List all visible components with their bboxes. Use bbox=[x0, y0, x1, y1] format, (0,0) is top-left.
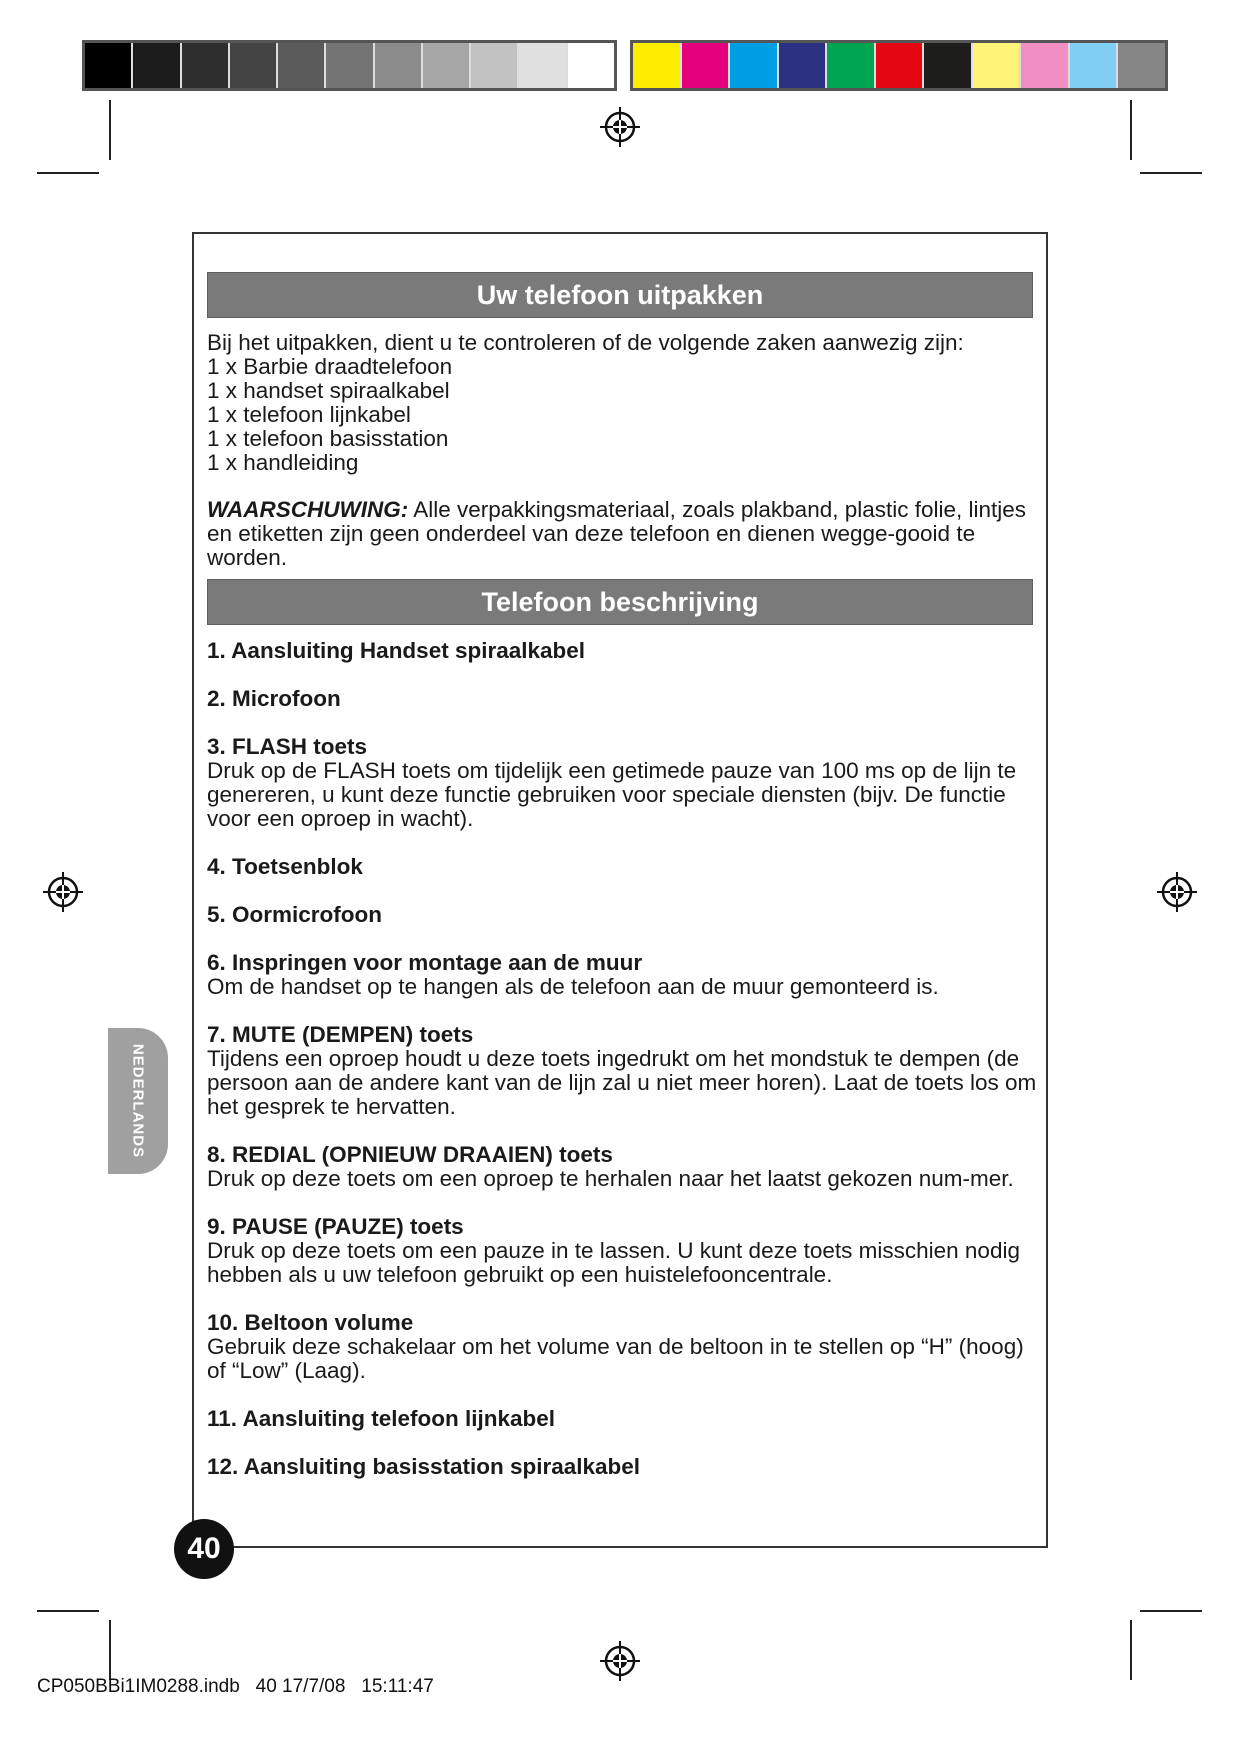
crop-mark bbox=[1130, 1620, 1132, 1680]
item-title: 5. Oormicrofoon bbox=[207, 902, 383, 927]
color-swatch bbox=[730, 43, 779, 88]
list-item bbox=[207, 1407, 1037, 1431]
item-description: Om de handset op te hangen als de telefoon aan de muur gemonteerd is. bbox=[207, 974, 939, 999]
item-title: 3. FLASH toets bbox=[207, 734, 368, 759]
language-tab bbox=[108, 1028, 168, 1174]
color-swatch bbox=[1070, 43, 1119, 88]
item-description: Druk op deze toets om een oproep te herhalen naar het laatst gekozen num-mer. bbox=[207, 1166, 1014, 1191]
item-title: 8. REDIAL (OPNIEUW DRAAIEN) toets bbox=[207, 1142, 613, 1167]
crop-mark bbox=[1140, 1610, 1202, 1612]
item-description: Druk op deze toets om een pauze in te lassen. U kunt deze toets misschien nodig hebben als u uw telefoon gebruikt op een huistelefooncentrale. bbox=[207, 1238, 1020, 1287]
color-swatch bbox=[1021, 43, 1070, 88]
grayscale-calibration-strip bbox=[82, 40, 617, 91]
unpack-item: 1 x handleiding bbox=[207, 450, 359, 475]
registration-mark-icon bbox=[600, 107, 640, 147]
item-title: 2. Microfoon bbox=[207, 686, 341, 711]
gray-swatch bbox=[375, 43, 423, 88]
item-title: 11. Aansluiting telefoon lijnkabel bbox=[207, 1406, 555, 1431]
color-swatch bbox=[779, 43, 828, 88]
list-item bbox=[207, 1215, 1037, 1287]
color-swatch bbox=[876, 43, 925, 88]
color-swatch bbox=[973, 43, 1022, 88]
color-swatch bbox=[1118, 43, 1165, 88]
color-swatch bbox=[827, 43, 876, 88]
crop-mark bbox=[1140, 172, 1202, 174]
item-title: 6. Inspringen voor montage aan de muur bbox=[207, 950, 643, 975]
unpack-list bbox=[207, 331, 1037, 475]
gray-swatch bbox=[423, 43, 471, 88]
list-item bbox=[207, 855, 1037, 879]
item-description: Druk op de FLASH toets om tijdelijk een getimede pauze van 100 ms op de lijn te genereren, u kunt deze functie gebruiken voor speciale diensten (bijv. De functie voor een oproep in wacht). bbox=[207, 758, 1017, 831]
item-title: 10. Beltoon volume bbox=[207, 1310, 414, 1335]
item-description: Gebruik deze schakelaar om het volume van de beltoon in te stellen op “H” (hoog) of “Low” (Laag). bbox=[207, 1334, 1024, 1383]
item-title: 7. MUTE (DEMPEN) toets bbox=[207, 1022, 474, 1047]
warning-paragraph bbox=[207, 498, 1027, 570]
list-item bbox=[207, 1455, 1037, 1479]
gray-swatch bbox=[519, 43, 567, 88]
crop-mark bbox=[1130, 100, 1132, 160]
list-item bbox=[207, 735, 1037, 831]
item-title: 9. PAUSE (PAUZE) toets bbox=[207, 1214, 464, 1239]
unpack-item: 1 x Barbie draadtelefoon bbox=[207, 354, 453, 379]
item-title: 12. Aansluiting basisstation spiraalkabel bbox=[207, 1454, 641, 1479]
language-tab-label: NEDERLANDS bbox=[129, 1043, 147, 1159]
section-header-unpack: Uw telefoon uitpakken bbox=[207, 272, 1033, 318]
gray-swatch bbox=[326, 43, 374, 88]
unpack-item: 1 x telefoon lijnkabel bbox=[207, 402, 411, 427]
gray-swatch bbox=[85, 43, 133, 88]
crop-mark bbox=[37, 172, 99, 174]
list-item bbox=[207, 687, 1037, 711]
gray-swatch bbox=[182, 43, 230, 88]
registration-mark-icon bbox=[1157, 872, 1197, 912]
warning-label: WAARSCHUWING: bbox=[207, 497, 409, 522]
list-item bbox=[207, 639, 1037, 663]
crop-mark bbox=[109, 1620, 111, 1680]
list-item bbox=[207, 1311, 1037, 1383]
unpack-intro: Bij het uitpakken, dient u te controleren of de volgende zaken aanwezig zijn: bbox=[207, 330, 964, 355]
color-swatch bbox=[633, 43, 682, 88]
item-title: 4. Toetsenblok bbox=[207, 854, 363, 879]
warning-text: Alle verpakkingsmateriaal, zoals plakband, plastic folie, lintjes en etiketten zijn geen onderdeel van deze telefoon en dienen wegge-gooid te worden. bbox=[207, 497, 1027, 570]
item-title: 1. Aansluiting Handset spiraalkabel bbox=[207, 638, 586, 663]
list-item bbox=[207, 1023, 1037, 1119]
gray-swatch bbox=[568, 43, 614, 88]
unpack-item: 1 x handset spiraalkabel bbox=[207, 378, 450, 403]
item-description: Tijdens een oproep houdt u deze toets ingedrukt om het mondstuk te dempen (de persoon aan de andere kant van de lijn zal u niet meer horen). Laat de toets los om het gesprek te hervatten. bbox=[207, 1046, 1037, 1119]
gray-swatch bbox=[133, 43, 181, 88]
crop-mark bbox=[109, 100, 111, 160]
color-swatch bbox=[924, 43, 973, 88]
gray-swatch bbox=[471, 43, 519, 88]
section-header-description: Telefoon beschrijving bbox=[207, 579, 1033, 625]
description-list bbox=[207, 639, 1037, 1503]
content-panel bbox=[192, 232, 1048, 1548]
color-swatch bbox=[682, 43, 731, 88]
list-item bbox=[207, 951, 1037, 999]
gray-swatch bbox=[230, 43, 278, 88]
list-item bbox=[207, 1143, 1037, 1191]
list-item bbox=[207, 903, 1037, 927]
registration-mark-icon bbox=[43, 872, 83, 912]
color-calibration-strip bbox=[630, 40, 1168, 91]
crop-mark bbox=[37, 1610, 99, 1612]
page-number: 40 bbox=[174, 1519, 234, 1579]
print-slug: CP050BBi1IM0288.indb 40 17/7/08 15:11:47 bbox=[37, 1676, 434, 1697]
gray-swatch bbox=[278, 43, 326, 88]
registration-mark-icon bbox=[600, 1641, 640, 1681]
unpack-item: 1 x telefoon basisstation bbox=[207, 426, 449, 451]
